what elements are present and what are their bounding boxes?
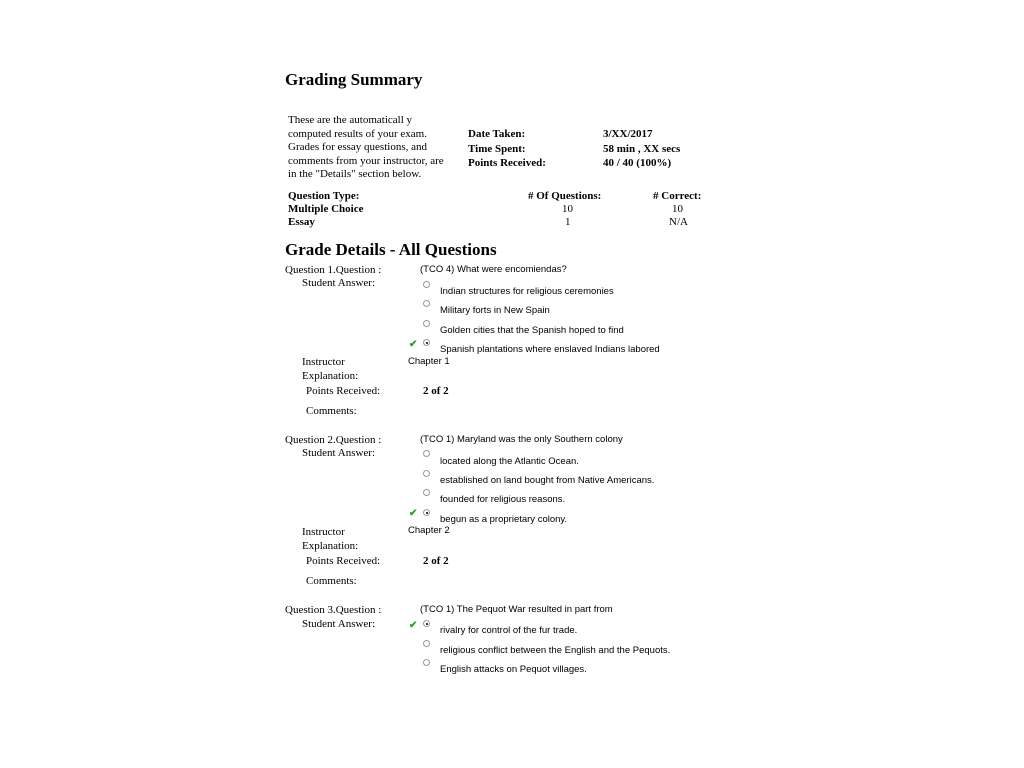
table-header-count: # Of Questions:: [528, 190, 602, 202]
table-row-type: Essay: [288, 216, 315, 228]
answer-radio[interactable]: [423, 281, 430, 288]
question-label: Question 1.Question :: [285, 264, 382, 276]
instructor-label: Instructor: [302, 356, 345, 368]
answer-option: Military forts in New Spain: [440, 305, 550, 316]
intro-text: [288, 114, 463, 182]
points-received-value: 40 / 40 (100%): [603, 157, 672, 169]
points-value: 2 of 2: [423, 555, 449, 567]
answer-option: rivalry for control of the fur trade.: [440, 625, 578, 636]
details-title: Grade Details - All Questions: [285, 240, 497, 259]
checkmark-icon: ✔: [409, 339, 418, 350]
answer-radio[interactable]: [423, 450, 430, 457]
answer-option: located along the Atlantic Ocean.: [440, 456, 579, 467]
question-text: (TCO 1) Maryland was the only Southern colony: [420, 434, 623, 445]
intro-line: in the "Details" section below.: [288, 168, 422, 180]
intro-line: Grades for essay questions, and: [288, 141, 427, 153]
intro-line: These are the automaticall y: [288, 114, 412, 126]
answer-radio-selected[interactable]: [423, 339, 430, 346]
points-received-label: Points Received:: [306, 555, 381, 567]
points-received-label: Points Received:: [306, 385, 381, 397]
checkmark-icon: ✔: [409, 508, 418, 519]
answer-option: established on land bought from Native Americans.: [440, 475, 655, 486]
answer-radio[interactable]: [423, 300, 430, 307]
student-answer-label: Student Answer:: [302, 277, 376, 289]
table-row-type: Multiple Choice: [288, 203, 364, 215]
intro-line: comments from your instructor, are: [288, 154, 444, 167]
table-row-count: 1: [565, 216, 571, 228]
table-header-type: Question Type:: [288, 190, 360, 202]
question-label: Question 2.Question :: [285, 434, 382, 446]
checkmark-icon: ✔: [409, 620, 418, 631]
table-header-correct: # Correct:: [653, 190, 702, 202]
student-answer-label: Student Answer:: [302, 447, 376, 459]
comments-label: Comments:: [306, 575, 357, 587]
answer-option: founded for religious reasons.: [440, 494, 566, 505]
answer-radio[interactable]: [423, 320, 430, 327]
answer-option: religious conflict between the English and the Pequots.: [440, 645, 671, 656]
explanation-text: Chapter 2: [408, 525, 450, 536]
table-row-correct: N/A: [669, 216, 688, 228]
explanation-label: Explanation:: [302, 370, 359, 382]
answer-option: begun as a proprietary colony.: [440, 514, 568, 525]
answer-radio[interactable]: [423, 640, 430, 647]
instructor-label: Instructor: [302, 526, 345, 538]
answer-radio[interactable]: [423, 659, 430, 666]
explanation-text: Chapter 1: [408, 356, 450, 367]
comments-label: Comments:: [306, 405, 357, 417]
table-row-correct: 10: [672, 203, 683, 215]
answer-radio[interactable]: [423, 489, 430, 496]
answer-option: Spanish plantations where enslaved Indians labored: [440, 344, 660, 355]
answer-option: Indian structures for religious ceremonies: [440, 286, 614, 297]
explanation-label: Explanation:: [302, 540, 359, 552]
time-spent-value: 58 min , XX secs: [603, 143, 681, 155]
question-text: (TCO 4) What were encomiendas?: [420, 264, 567, 275]
intro-line: computed results of your exam.: [288, 127, 427, 140]
points-value: 2 of 2: [423, 385, 449, 397]
answer-option: English attacks on Pequot villages.: [440, 664, 587, 675]
date-taken-value: 3/XX/2017: [603, 128, 653, 140]
date-taken-label: Date Taken:: [468, 128, 526, 140]
points-received-label: Points Received:: [468, 157, 546, 169]
question-label: Question 3.Question :: [285, 604, 382, 616]
time-spent-label: Time Spent:: [468, 143, 526, 155]
answer-radio-selected[interactable]: [423, 509, 430, 516]
question-text: (TCO 1) The Pequot War resulted in part from: [420, 604, 613, 615]
answer-option: Golden cities that the Spanish hoped to find: [440, 325, 624, 336]
student-answer-label: Student Answer:: [302, 618, 376, 630]
page-title: Grading Summary: [285, 70, 423, 89]
answer-radio[interactable]: [423, 470, 430, 477]
table-row-count: 10: [562, 203, 573, 215]
answer-radio-selected[interactable]: [423, 620, 430, 627]
